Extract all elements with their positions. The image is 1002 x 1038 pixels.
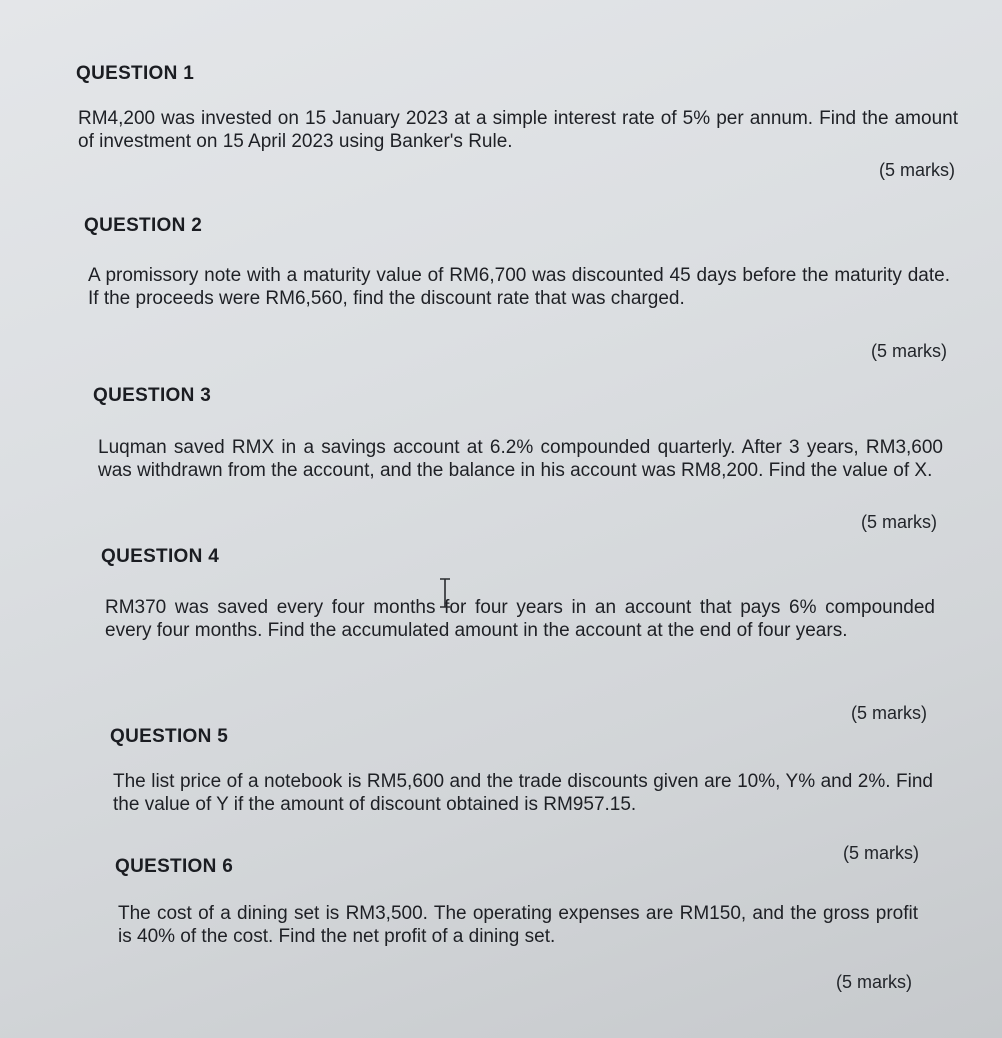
question-4-text: RM370 was saved every four months for four years in an account that pays 6% compounded every four months. Find the accumulated amount in the account at the end of four years. [105, 597, 935, 641]
question-3-heading: QUESTION 3 [93, 385, 212, 406]
question-2-text: A promissory note with a maturity value of RM6,700 was discounted 45 days before the maturity date. If the proceeds were RM6,560, find the discount rate that was charged. [88, 265, 950, 309]
question-1-marks: (5 marks) [879, 160, 955, 180]
question-4-marks: (5 marks) [851, 703, 927, 723]
question-2-marks: (5 marks) [871, 341, 947, 361]
question-6-text: The cost of a dining set is RM3,500. The operating expenses are RM150, and the gross profit is 40% of the cost. Find the net profit of a dining set. [118, 903, 918, 947]
text-cursor-icon [438, 578, 452, 608]
question-2-heading: QUESTION 2 [84, 215, 203, 236]
question-5-heading: QUESTION 5 [110, 726, 229, 747]
question-5-text: The list price of a notebook is RM5,600 and the trade discounts given are 10%, Y% and 2%. Find the value of Y if the amount of discount obtained is RM957.15. [113, 771, 933, 815]
question-1-text: RM4,200 was invested on 15 January 2023 at a simple interest rate of 5% per annum. Find the amount of investment on 15 April 2023 using Banker's Rule. [78, 108, 958, 152]
question-6-marks: (5 marks) [836, 972, 912, 992]
question-5-marks: (5 marks) [843, 843, 919, 863]
question-1-heading: QUESTION 1 [76, 63, 195, 84]
question-3-marks: (5 marks) [861, 512, 937, 532]
question-6-heading: QUESTION 6 [115, 856, 234, 877]
question-3-text: Luqman saved RMX in a savings account at 6.2% compounded quarterly. After 3 years, RM3,600 was withdrawn from the account, and the balance in his account was RM8,200. Find the value of X. [98, 437, 943, 481]
question-4-heading: QUESTION 4 [101, 546, 220, 567]
